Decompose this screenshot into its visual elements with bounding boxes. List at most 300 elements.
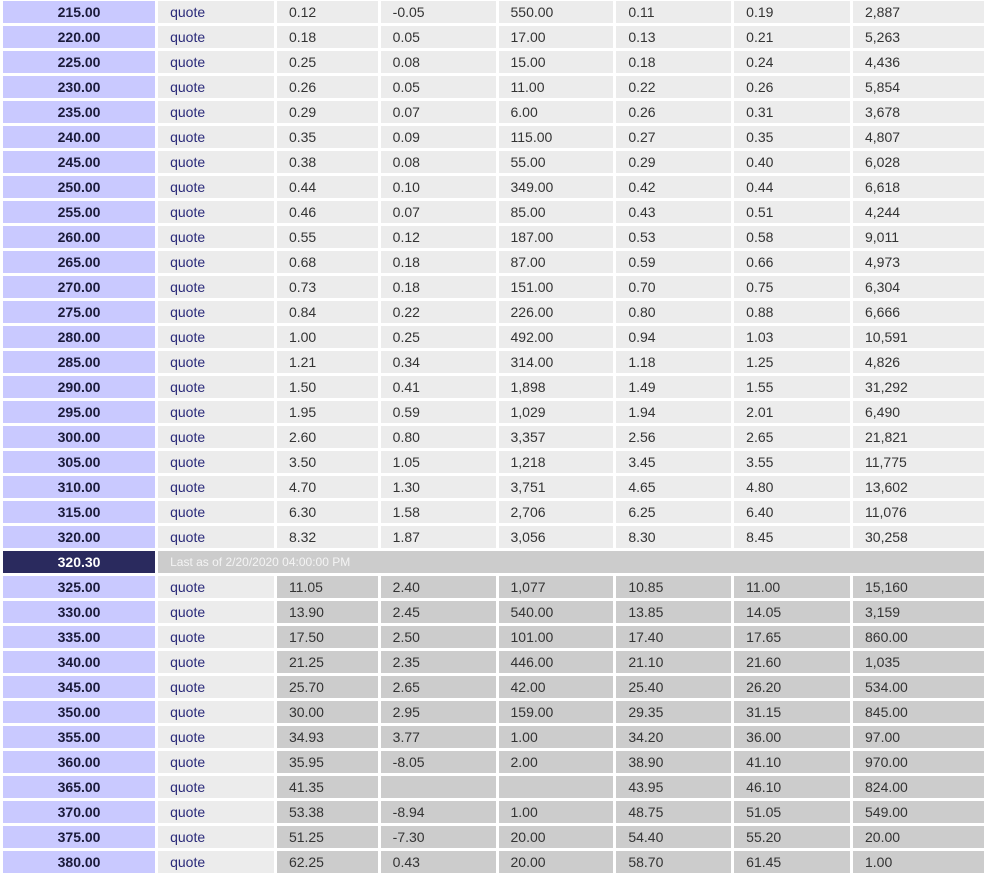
net-change-cell: 0.41 [381,376,496,398]
net-change-cell: -0.05 [381,1,496,23]
net-change-cell: 2.40 [381,576,496,598]
table-row [3,376,984,398]
ask-cell: 0.31 [734,101,850,123]
volume-cell: 3,056 [499,526,614,548]
quote-link[interactable]: quote [158,776,274,798]
bid-cell: 58.70 [616,851,731,873]
table-row [3,51,984,73]
bid-cell: 0.29 [616,151,731,173]
strike-price: 275.00 [3,301,155,323]
open-interest-cell: 6,490 [853,401,984,423]
quote-link[interactable]: quote [158,101,274,123]
last-price-cell: 0.26 [277,76,378,98]
open-interest-cell: 860.00 [853,626,984,648]
ask-cell: 41.10 [734,751,850,773]
open-interest-cell: 5,263 [853,26,984,48]
quote-link[interactable]: quote [158,51,274,73]
open-interest-cell: 97.00 [853,726,984,748]
open-interest-cell: 6,618 [853,176,984,198]
table-row [3,726,984,748]
volume-cell: 115.00 [499,126,614,148]
volume-cell: 17.00 [499,26,614,48]
ask-cell: 0.35 [734,126,850,148]
open-interest-cell: 10,591 [853,326,984,348]
quote-link[interactable]: quote [158,176,274,198]
bid-cell: 0.27 [616,126,731,148]
table-row [3,676,984,698]
net-change-cell: 0.22 [381,301,496,323]
strike-price: 380.00 [3,851,155,873]
table-row [3,576,984,598]
open-interest-cell: 6,666 [853,301,984,323]
net-change-cell: 0.12 [381,226,496,248]
volume-cell: 15.00 [499,51,614,73]
table-row [3,76,984,98]
volume-cell: 540.00 [499,601,614,623]
bid-cell: 21.10 [616,651,731,673]
bid-cell: 0.42 [616,176,731,198]
quote-link[interactable]: quote [158,751,274,773]
net-change-cell: -8.05 [381,751,496,773]
strike-price: 235.00 [3,101,155,123]
bid-cell: 38.90 [616,751,731,773]
last-price-cell: 25.70 [277,676,378,698]
table-row [3,101,984,123]
open-interest-cell: 31,292 [853,376,984,398]
open-interest-cell: 15,160 [853,576,984,598]
quote-link[interactable]: quote [158,26,274,48]
quote-link[interactable]: quote [158,76,274,98]
table-row [3,251,984,273]
open-interest-cell: 11,775 [853,451,984,473]
quote-link[interactable]: quote [158,201,274,223]
table-row [3,851,984,873]
ask-cell: 14.05 [734,601,850,623]
last-trade-timestamp: Last as of 2/20/2020 04:00:00 PM [158,551,984,573]
strike-price: 335.00 [3,626,155,648]
strike-price: 280.00 [3,326,155,348]
net-change-cell: 1.58 [381,501,496,523]
volume-cell: 11.00 [499,76,614,98]
table-row [3,626,984,648]
table-row [3,151,984,173]
quote-link[interactable]: quote [158,626,274,648]
ask-cell: 1.25 [734,351,850,373]
quote-link[interactable]: quote [158,1,274,23]
open-interest-cell: 534.00 [853,676,984,698]
quote-link[interactable]: quote [158,576,274,598]
ask-cell: 46.10 [734,776,850,798]
last-price-cell: 0.84 [277,301,378,323]
volume-cell: 85.00 [499,201,614,223]
table-row [3,226,984,248]
strike-price: 340.00 [3,651,155,673]
bid-cell: 13.85 [616,601,731,623]
open-interest-cell: 970.00 [853,751,984,773]
open-interest-cell: 20.00 [853,826,984,848]
bid-cell: 43.95 [616,776,731,798]
ask-cell: 26.20 [734,676,850,698]
net-change-cell: 0.07 [381,101,496,123]
open-interest-cell: 2,887 [853,1,984,23]
open-interest-cell: 9,011 [853,226,984,248]
quote-link[interactable]: quote [158,601,274,623]
ask-cell: 0.51 [734,201,850,223]
quote-link[interactable]: quote [158,301,274,323]
strike-price: 320.00 [3,526,155,548]
bid-cell: 0.53 [616,226,731,248]
net-change-cell: 1.87 [381,526,496,548]
volume-cell [499,776,614,798]
table-row [3,176,984,198]
bid-cell: 1.18 [616,351,731,373]
table-row [3,276,984,298]
last-price-cell: 51.25 [277,826,378,848]
ask-cell: 6.40 [734,501,850,523]
quote-link[interactable]: quote [158,501,274,523]
quote-link[interactable]: quote [158,526,274,548]
bid-cell: 29.35 [616,701,731,723]
volume-cell: 151.00 [499,276,614,298]
bid-cell: 0.26 [616,101,731,123]
last-price-cell: 11.05 [277,576,378,598]
net-change-cell: 0.18 [381,276,496,298]
strike-price: 365.00 [3,776,155,798]
quote-link[interactable]: quote [158,401,274,423]
volume-cell: 20.00 [499,826,614,848]
table-row [3,501,984,523]
ask-cell: 2.65 [734,426,850,448]
last-price-cell: 0.12 [277,1,378,23]
ask-cell: 0.40 [734,151,850,173]
strike-price: 325.00 [3,576,155,598]
ask-cell: 21.60 [734,651,850,673]
last-price-cell: 1.95 [277,401,378,423]
bid-cell: 48.75 [616,801,731,823]
last-price-cell: 0.55 [277,226,378,248]
table-row [3,301,984,323]
net-change-cell: 0.10 [381,176,496,198]
net-change-cell [381,776,496,798]
open-interest-cell: 5,854 [853,76,984,98]
table-row [3,526,984,548]
open-interest-cell: 13,602 [853,476,984,498]
bid-cell: 0.18 [616,51,731,73]
bid-cell: 25.40 [616,676,731,698]
table-row [3,326,984,348]
last-price-cell: 17.50 [277,626,378,648]
strike-price: 230.00 [3,76,155,98]
net-change-cell: 0.09 [381,126,496,148]
volume-cell: 2.00 [499,751,614,773]
last-price-cell: 0.25 [277,51,378,73]
net-change-cell: 1.05 [381,451,496,473]
bid-cell: 34.20 [616,726,731,748]
last-price-cell: 35.95 [277,751,378,773]
net-change-cell: 0.07 [381,201,496,223]
ask-cell: 8.45 [734,526,850,548]
last-price-cell: 0.18 [277,26,378,48]
net-change-cell: 0.08 [381,51,496,73]
bid-cell: 3.45 [616,451,731,473]
volume-cell: 446.00 [499,651,614,673]
table-row [3,426,984,448]
volume-cell: 3,357 [499,426,614,448]
quote-link[interactable]: quote [158,376,274,398]
last-price-cell: 0.44 [277,176,378,198]
strike-price: 220.00 [3,26,155,48]
last-price-cell: 4.70 [277,476,378,498]
table-row [3,751,984,773]
option-chain-body [3,1,984,873]
bid-cell: 54.40 [616,826,731,848]
quote-link[interactable]: quote [158,126,274,148]
last-price-cell: 1.00 [277,326,378,348]
volume-cell: 226.00 [499,301,614,323]
strike-price: 310.00 [3,476,155,498]
last-price-cell: 30.00 [277,701,378,723]
strike-price: 290.00 [3,376,155,398]
last-price-cell: 1.50 [277,376,378,398]
table-row [3,26,984,48]
table-row [3,451,984,473]
strike-price: 250.00 [3,176,155,198]
strike-price: 360.00 [3,751,155,773]
bid-cell: 0.59 [616,251,731,273]
volume-cell: 101.00 [499,626,614,648]
last-price-cell: 0.35 [277,126,378,148]
table-row [3,401,984,423]
table-row [3,126,984,148]
ask-cell: 0.75 [734,276,850,298]
quote-link[interactable]: quote [158,826,274,848]
quote-link[interactable]: quote [158,226,274,248]
net-change-cell: 2.35 [381,651,496,673]
table-row [3,1,984,23]
quote-link[interactable]: quote [158,276,274,298]
quote-link[interactable]: quote [158,251,274,273]
strike-price: 315.00 [3,501,155,523]
open-interest-cell: 845.00 [853,701,984,723]
net-change-cell: 2.65 [381,676,496,698]
bid-cell: 0.11 [616,1,731,23]
bid-cell: 1.94 [616,401,731,423]
ask-cell: 0.44 [734,176,850,198]
ask-cell: 0.21 [734,26,850,48]
ask-cell: 51.05 [734,801,850,823]
quote-link[interactable]: quote [158,451,274,473]
bid-cell: 0.80 [616,301,731,323]
last-price-cell: 41.35 [277,776,378,798]
open-interest-cell: 4,436 [853,51,984,73]
volume-cell: 6.00 [499,101,614,123]
open-interest-cell: 1,035 [853,651,984,673]
net-change-cell: 0.05 [381,26,496,48]
strike-price: 350.00 [3,701,155,723]
strike-price: 345.00 [3,676,155,698]
open-interest-cell: 4,807 [853,126,984,148]
bid-cell: 10.85 [616,576,731,598]
net-change-cell: 0.43 [381,851,496,873]
volume-cell: 492.00 [499,326,614,348]
bid-cell: 0.94 [616,326,731,348]
open-interest-cell: 3,678 [853,101,984,123]
ask-cell: 11.00 [734,576,850,598]
open-interest-cell: 6,304 [853,276,984,298]
strike-price: 375.00 [3,826,155,848]
bid-cell: 4.65 [616,476,731,498]
volume-cell: 314.00 [499,351,614,373]
volume-cell: 87.00 [499,251,614,273]
net-change-cell: 0.59 [381,401,496,423]
volume-cell: 2,706 [499,501,614,523]
net-change-cell: 0.34 [381,351,496,373]
last-price-cell: 3.50 [277,451,378,473]
ask-cell: 0.19 [734,1,850,23]
open-interest-cell: 21,821 [853,426,984,448]
ask-cell: 1.03 [734,326,850,348]
net-change-cell: 3.77 [381,726,496,748]
last-price-cell: 53.38 [277,801,378,823]
strike-price: 285.00 [3,351,155,373]
quote-link[interactable]: quote [158,701,274,723]
bid-cell: 0.43 [616,201,731,223]
bid-cell: 2.56 [616,426,731,448]
last-price-cell: 34.93 [277,726,378,748]
net-change-cell: 0.80 [381,426,496,448]
table-row [3,826,984,848]
open-interest-cell: 824.00 [853,776,984,798]
quote-link[interactable]: quote [158,151,274,173]
net-change-cell: 0.05 [381,76,496,98]
strike-price: 270.00 [3,276,155,298]
strike-price: 355.00 [3,726,155,748]
volume-cell: 3,751 [499,476,614,498]
ask-cell: 1.55 [734,376,850,398]
strike-price: 215.00 [3,1,155,23]
ask-cell: 17.65 [734,626,850,648]
bid-cell: 8.30 [616,526,731,548]
strike-price: 295.00 [3,401,155,423]
strike-price: 225.00 [3,51,155,73]
ask-cell: 31.15 [734,701,850,723]
strike-price: 240.00 [3,126,155,148]
open-interest-cell: 4,244 [853,201,984,223]
ask-cell: 0.26 [734,76,850,98]
quote-link[interactable]: quote [158,351,274,373]
last-price-cell: 6.30 [277,501,378,523]
last-price-cell: 0.38 [277,151,378,173]
last-price-cell: 0.68 [277,251,378,273]
strike-price: 305.00 [3,451,155,473]
last-price-cell: 8.32 [277,526,378,548]
volume-cell: 1,218 [499,451,614,473]
open-interest-cell: 549.00 [853,801,984,823]
table-row [3,351,984,373]
net-change-cell: 2.95 [381,701,496,723]
last-price-cell: 0.73 [277,276,378,298]
ask-cell: 36.00 [734,726,850,748]
net-change-cell: 0.08 [381,151,496,173]
ask-cell: 0.66 [734,251,850,273]
strike-price: 260.00 [3,226,155,248]
bid-cell: 1.49 [616,376,731,398]
last-price-cell: 13.90 [277,601,378,623]
open-interest-cell: 3,159 [853,601,984,623]
open-interest-cell: 4,973 [853,251,984,273]
quote-link[interactable]: quote [158,801,274,823]
quote-link[interactable]: quote [158,726,274,748]
bid-cell: 17.40 [616,626,731,648]
volume-cell: 349.00 [499,176,614,198]
net-change-cell: 1.30 [381,476,496,498]
net-change-cell: -7.30 [381,826,496,848]
quote-link[interactable]: quote [158,426,274,448]
net-change-cell: 0.18 [381,251,496,273]
volume-cell: 159.00 [499,701,614,723]
table-row [3,776,984,798]
strike-price: 245.00 [3,151,155,173]
ask-cell: 0.88 [734,301,850,323]
open-interest-cell: 6,028 [853,151,984,173]
strike-price: 300.00 [3,426,155,448]
last-price-cell: 0.29 [277,101,378,123]
last-price-cell: 2.60 [277,426,378,448]
net-change-cell: 2.45 [381,601,496,623]
bid-cell: 0.22 [616,76,731,98]
bid-cell: 0.70 [616,276,731,298]
open-interest-cell: 30,258 [853,526,984,548]
volume-cell: 550.00 [499,1,614,23]
ask-cell: 0.24 [734,51,850,73]
net-change-cell: 0.25 [381,326,496,348]
quote-link[interactable]: quote [158,476,274,498]
last-price-cell: 21.25 [277,651,378,673]
bid-cell: 6.25 [616,501,731,523]
volume-cell: 1.00 [499,801,614,823]
volume-cell: 1,029 [499,401,614,423]
strike-price: 330.00 [3,601,155,623]
table-row [3,801,984,823]
last-price-cell: 62.25 [277,851,378,873]
underlying-last-price: 320.30 [3,551,155,573]
strike-price: 370.00 [3,801,155,823]
volume-cell: 1,077 [499,576,614,598]
volume-cell: 42.00 [499,676,614,698]
volume-cell: 1,898 [499,376,614,398]
ask-cell: 3.55 [734,451,850,473]
last-trade-row [3,551,984,573]
quote-link[interactable]: quote [158,676,274,698]
ask-cell: 2.01 [734,401,850,423]
quote-link[interactable]: quote [158,651,274,673]
quote-link[interactable]: quote [158,851,274,873]
volume-cell: 55.00 [499,151,614,173]
volume-cell: 1.00 [499,726,614,748]
strike-price: 265.00 [3,251,155,273]
table-row [3,701,984,723]
last-price-cell: 1.21 [277,351,378,373]
volume-cell: 20.00 [499,851,614,873]
ask-cell: 55.20 [734,826,850,848]
bid-cell: 0.13 [616,26,731,48]
quote-link[interactable]: quote [158,326,274,348]
table-row [3,651,984,673]
table-row [3,476,984,498]
net-change-cell: 2.50 [381,626,496,648]
open-interest-cell: 11,076 [853,501,984,523]
volume-cell: 187.00 [499,226,614,248]
